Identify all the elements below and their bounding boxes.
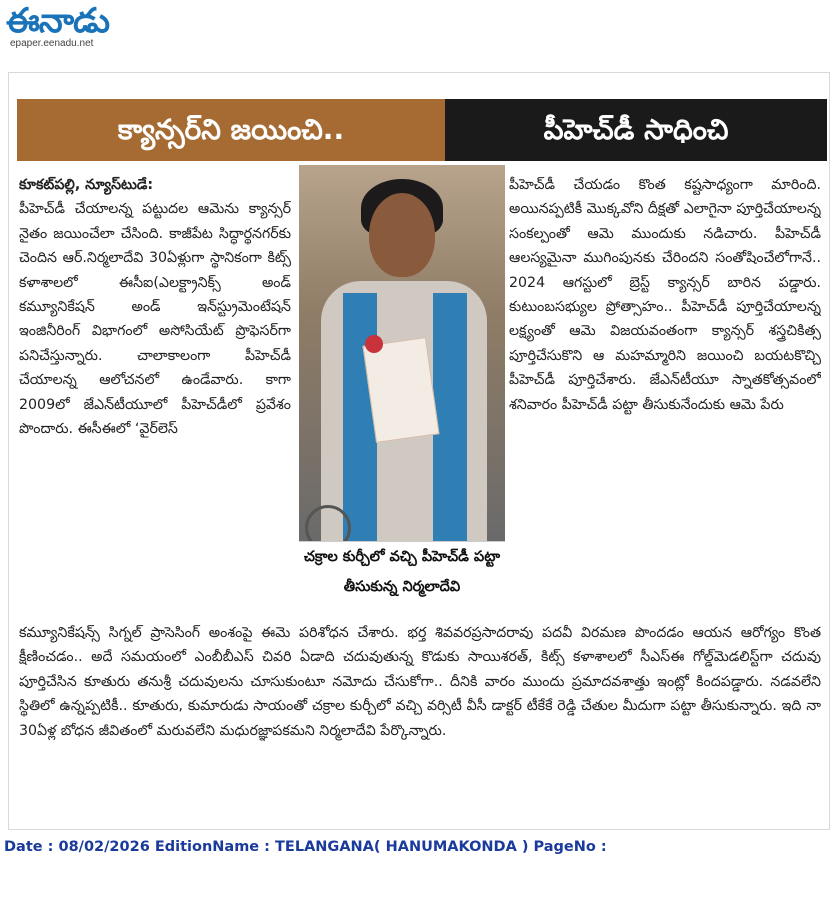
photo-caption: చక్రాల కుర్చీలో వచ్చి పీహెచ్‌డీ పట్టా తీసుకున్న నిర్మలాదేవి [299, 541, 505, 614]
article-right-column [509, 173, 821, 609]
dateline: కూకట్‌పల్లి, న్యూస్‌టుడే: [19, 177, 154, 193]
edition-footer: Date : 08/02/2026 EditionName : TELANGANA( HANUMAKONDA ) PageNo : [4, 839, 607, 855]
article-left-column [19, 173, 291, 621]
photo-face [369, 193, 435, 277]
eenadu-logo[interactable] [6, 2, 146, 50]
headline-left: క్యాన్సర్‌ని జయించి.. [17, 99, 445, 161]
news-clipping [8, 72, 830, 830]
logo-url: epaper.eenadu.net [10, 38, 94, 49]
article-photo [299, 165, 505, 541]
logo-wordmark: ఈనాడు [6, 1, 110, 41]
left-column-text: పీహెచ్‌డీ చేయాలన్న పట్టుదల ఆమెను క్యాన్సర్‌ నైతం జయించేలా చేసింది. కాజీపేట సిద్ధార్థనగర్‌కు చెందిన ఆర్‌.నిర్మలాదేవి 30ఏళ్లుగా స్థానికంగా కిట్స్‌ కళాశాలలో ఈసీఐ(ఎలక్ట్రానిక్స్‌ అండ్‌ కమ్యూనికేషన్‌ అండ్‌ ఇన్‌స్ట్రుమెంటేషన్‌ ఇంజినీరింగ్‌ విభాగంలో అసోసియేట్‌ ప్రొఫెసర్‌గా పనిచేస్తున్నారు. చాలాకాలంగా పీహెచ్‌డీ చేయాలన్న ఆలోచనలో ఉండేవారు. కాగా 2009లో జేఎన్‌టీయూలో పీహెచ్‌డీలో ప్రవేశం పొందారు. ఈసీఈలో ‘వైర్‌లెస్‌ [19, 201, 291, 438]
bottom-text: కమ్యూనికేషన్స్‌ సిగ్నల్‌ ప్రాసెసింగ్‌ అంశంపై ఈమె పరిశోధన చేశారు. భర్త శివవరప్రసాదరావు పదవీ విరమణ పొందడం ఆయన ఆరోగ్యం కొంత క్షీణించడం.. అదే సమయంలో ఎంబీబీఎస్‌ చివరి ఏడాది చదువుతున్న కొడుకు సాయిశరత్‌, కిట్స్‌ కళాశాలలో సీఎస్‌ఈ గోల్డ్‌మెడలిస్ట్‌గా చదువు పూర్తిచేసిన కూతురు తనుశ్రీ చదువులను చూసుకుంటూ నమోదు చేసుకోగా.. దీనికి వారం ముందు ప్రమాదవశాత్తు ఇంట్లో కిందపడ్డారు. నడవలేని స్థితిలో ఉన్నప్పటికీ.. కూతురు, కుమారుడు సాయంతో చక్రాల కుర్చీలో వచ్చి వర్సిటీ వీసీ డాక్టర్‌ టీకేకే రెడ్డి చేతుల మీదుగా పట్టా తీసుకున్నారు. ఇది నా 30ఏళ్ల బోధన జీవితంలో మరువలేని మధురజ్ఞాపకమని నిర్మలాదేవి పేర్కొన్నారు. [19, 625, 821, 739]
headline-banner [17, 99, 827, 161]
photo-ribbon [365, 335, 383, 353]
article-bottom-text [19, 621, 821, 817]
photo-scarf-right [433, 293, 467, 541]
right-column-text: పీహెచ్‌డీ చేయడం కొంత కష్టసాధ్యంగా మారింది. అయినప్పటికీ మొక్కవోని దీక్షతో ఎలాగైనా పూర్తిచేయాలన్న సంకల్పంతో ఆమె ముందుకు నడిచారు. పీహెచ్‌డీ ఆలస్యమైనా ముగింపునకు చేరిందని సంతోషించేలోగానే.. 2024 ఆగస్టులో బ్రెస్ట్‌ క్యాన్సర్‌ బారిన పడ్డారు. కుటుంబసభ్యుల ప్రోత్సాహం.. పీహెచ్‌డీ పూర్తిచేయాలన్న లక్ష్యంతో ఆమె విజయవంతంగా క్యాన్సర్‌ శస్త్రచికిత్స పూర్తిచేసుకొని ఆ మహమ్మారిని జయించి బయటకొచ్చి పీహెచ్‌డీ పూర్తిచేశారు. జేఎన్‌టీయూ స్నాతకోత్సవంలో శనివారం పీహెచ్‌డీ పట్టా తీసుకునేందుకు ఆమె పేరు [509, 177, 821, 413]
headline-right: పీహెచ్‌డీ సాధించి [445, 99, 827, 161]
